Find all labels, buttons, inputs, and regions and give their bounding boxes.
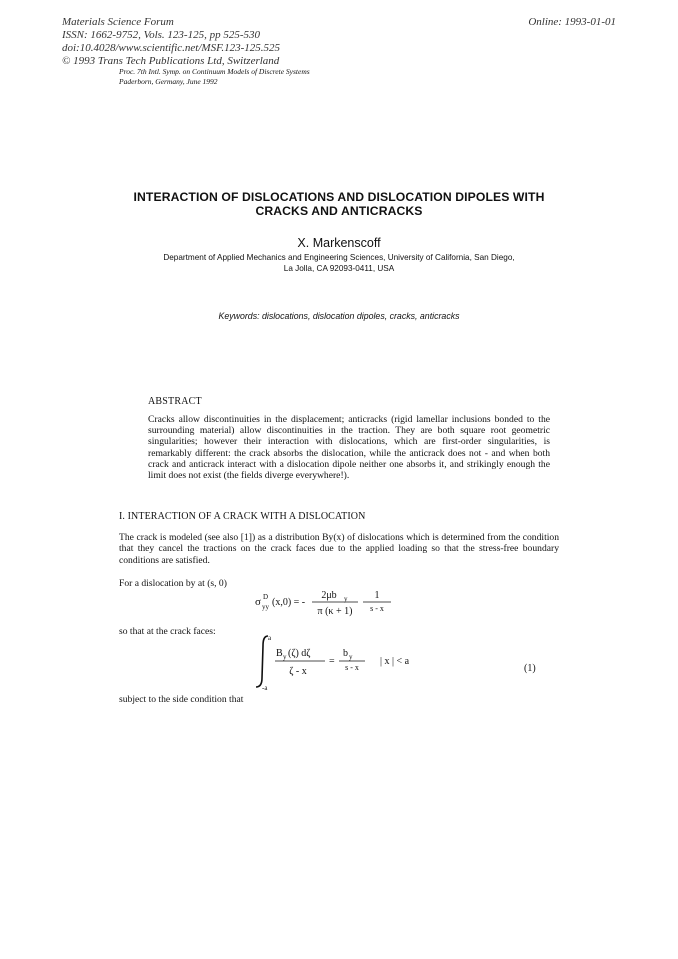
affiliation bbox=[100, 252, 578, 274]
integral-numerator-rest: (ζ) dζ bbox=[288, 648, 311, 659]
online-date: Online: 1993-01-01 bbox=[528, 16, 616, 28]
integral-rhs-numerator-sub: y bbox=[349, 653, 353, 661]
eq-args: (x,0) = - bbox=[272, 597, 306, 608]
integral-sign bbox=[256, 636, 268, 687]
integral-denominator: ζ - x bbox=[289, 666, 307, 677]
proceedings-info bbox=[119, 67, 310, 87]
keywords: Keywords: dislocations, dislocation dipoles, cracks, anticracks bbox=[218, 311, 460, 321]
eq-num2: 1 bbox=[374, 590, 380, 601]
issn-line: ISSN: 1662-9752, Vols. 123-125, pp 525-530 bbox=[62, 29, 260, 41]
eq-sigma-sup: D bbox=[263, 593, 269, 601]
integral-equation bbox=[250, 632, 550, 692]
eq-num1: 2μb bbox=[321, 590, 337, 601]
integral-upper-limit: a bbox=[268, 634, 272, 642]
paper-title bbox=[100, 190, 578, 218]
eq-sigma: σ bbox=[255, 596, 261, 608]
integral-rhs-denominator: s - x bbox=[345, 663, 359, 672]
proceedings-line-1: Proc. 7th Intl. Symp. on Continuum Models of Discrete Systems bbox=[119, 67, 310, 76]
section-paragraph-4: subject to the side condition that bbox=[119, 694, 244, 705]
paper-title-line-1: INTERACTION OF DISLOCATIONS AND DISLOCATION DIPOLES WITH bbox=[133, 190, 545, 204]
equation-number: (1) bbox=[524, 663, 536, 674]
stress-equation bbox=[255, 585, 415, 621]
eq-num1-sub: y bbox=[344, 595, 348, 603]
integral-numerator-B: B bbox=[276, 648, 283, 659]
abstract-heading: ABSTRACT bbox=[148, 396, 202, 407]
eq-sigma-sub: yy bbox=[262, 603, 269, 611]
section-heading: I. INTERACTION OF A CRACK WITH A DISLOCATION bbox=[119, 511, 366, 522]
eq-den1: π (κ + 1) bbox=[317, 606, 353, 617]
integral-rhs-numerator: b bbox=[343, 648, 348, 659]
integral-lower-limit: -a bbox=[262, 684, 268, 692]
proceedings-line-2: Paderborn, Germany, June 1992 bbox=[119, 77, 218, 86]
integral-equals: = bbox=[329, 656, 335, 667]
paper-title-line-2: CRACKS AND ANTICRACKS bbox=[255, 204, 423, 218]
author-name: X. Markenscoff bbox=[297, 236, 381, 250]
doi-link[interactable]: doi:10.4028/www.scientific.net/MSF.123-125.525 bbox=[62, 42, 281, 54]
integral-numerator-sub: y bbox=[283, 653, 287, 661]
integral-condition: | x | < a bbox=[380, 656, 410, 667]
affiliation-line-1: Department of Applied Mechanics and Engineering Sciences, University of California, San Diego, bbox=[163, 253, 515, 262]
eq-den2: s - x bbox=[370, 604, 384, 613]
section-paragraph-1: The crack is modeled (see also [1]) as a distribution By(x) of dislocations which is determined from the condition that they cancel the tractions on the crack faces due to the applied loading so that the stress-free boundary conditions are satisfied. bbox=[119, 532, 559, 566]
journal-name: Materials Science Forum bbox=[62, 16, 174, 28]
abstract-text: Cracks allow discontinuities in the displacement; anticracks (rigid lamellar inclusions bonded to the surrounding material) allow discontinuities in the traction. They are both square root geometric singularities; however their interaction with dislocations, which are first-order singularities, is remarkably different: the crack absorbs the dislocation, while the anticrack does not - and when both crack and anticrack interact with a dislocation dipole neither one absorbs it, and strikingly enough the limit does not exist (the fields diverge everywhere!). bbox=[148, 414, 550, 482]
section-paragraph-3: so that at the crack faces: bbox=[119, 626, 216, 637]
copyright-line: © 1993 Trans Tech Publications Ltd, Switzerland bbox=[62, 55, 280, 67]
section-paragraph-2: For a dislocation by at (s, 0) bbox=[119, 578, 227, 589]
affiliation-line-2: La Jolla, CA 92093-0411, USA bbox=[283, 264, 395, 273]
journal-header bbox=[62, 16, 280, 68]
